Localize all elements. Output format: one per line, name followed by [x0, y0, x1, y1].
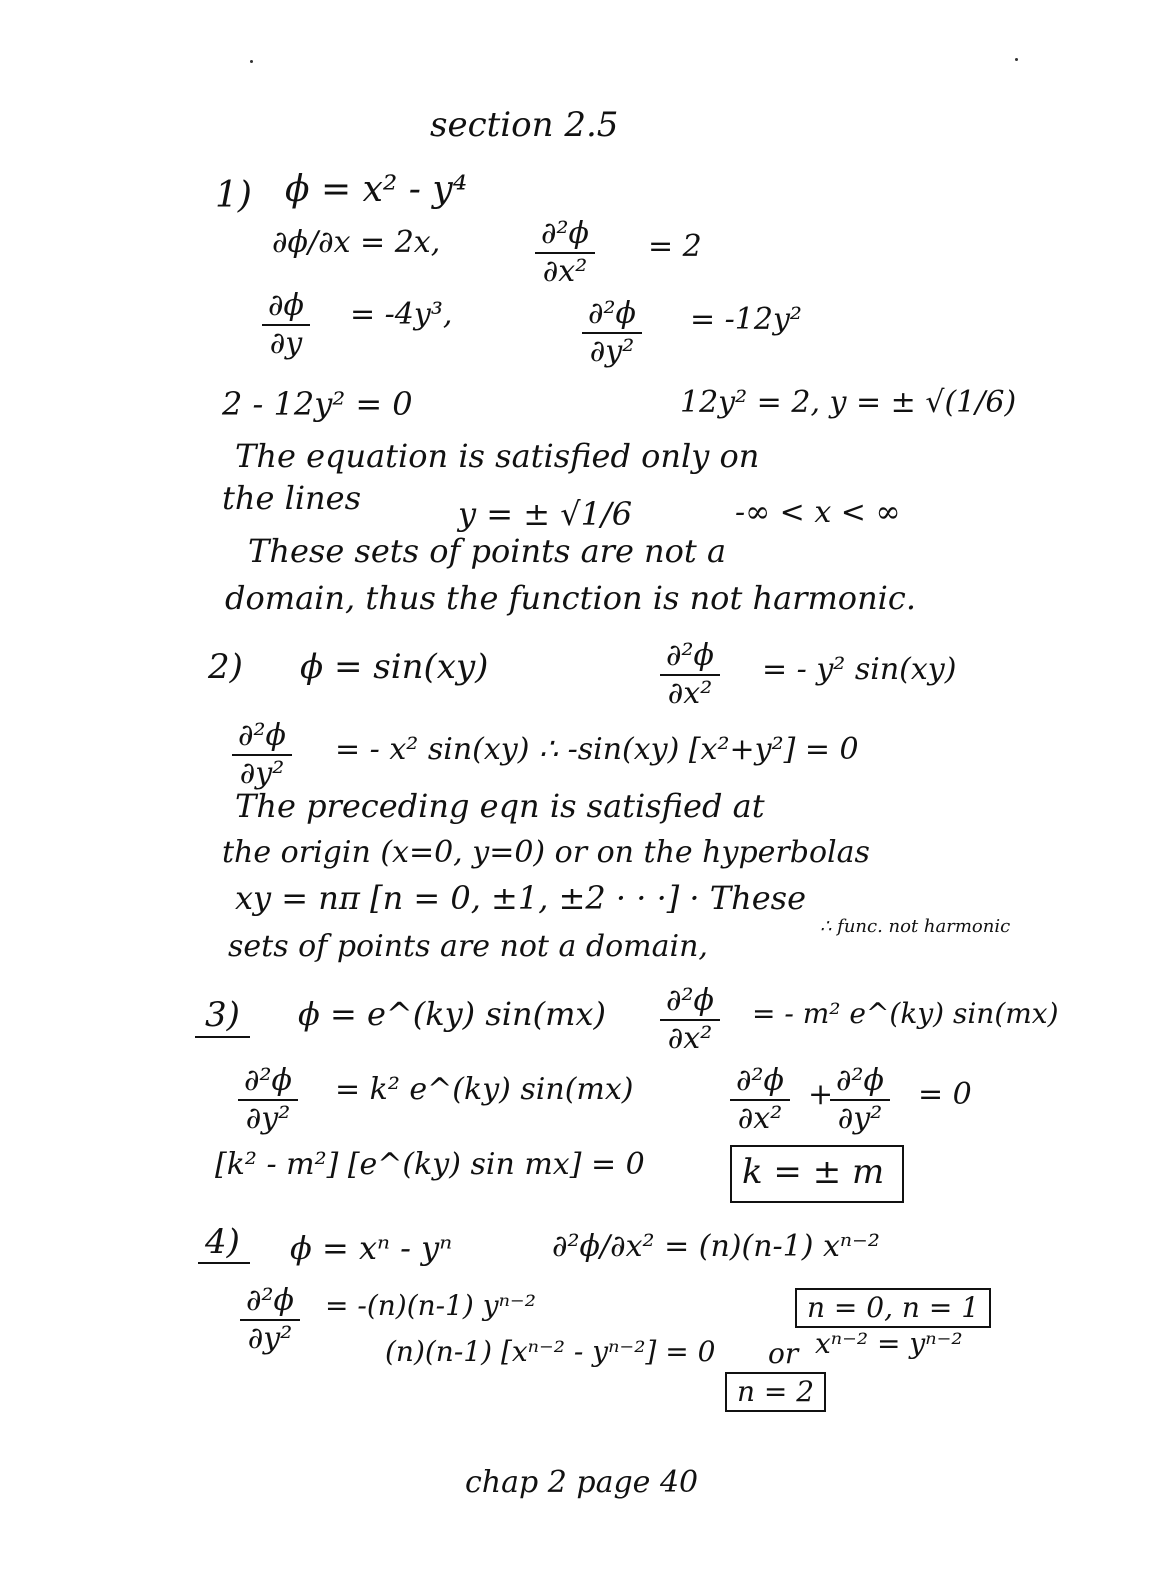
problem-1-x-range: -∞ < x < ∞: [735, 495, 901, 530]
fraction-denominator: ∂x²: [737, 1100, 783, 1136]
fraction-numerator: ∂²ϕ: [582, 298, 642, 334]
problem-4-second-x-derivative: ∂²ϕ/∂x² = (n)(n-1) xⁿ⁻²: [552, 1229, 880, 1264]
problem-4-answer-box-2: n = 2: [725, 1372, 826, 1412]
problem-3-second-x-derivative: [660, 985, 720, 1054]
fraction-denominator: ∂x²: [667, 1020, 713, 1056]
problem-2-number: 2): [208, 647, 243, 687]
problem-3-sum-value: = 0: [918, 1077, 972, 1112]
problem-3-factored-equation: [k² - m²] [e^(ky) sin mx] = 0: [215, 1147, 645, 1182]
problem-3-answer-box: k = ± m: [730, 1145, 904, 1203]
scan-speck: [250, 60, 253, 63]
problem-3-second-y-value: = k² e^(ky) sin(mx): [335, 1072, 634, 1107]
problem-1-second-x-derivative: [535, 218, 595, 287]
problem-4-function: ϕ = xⁿ - yⁿ: [290, 1229, 453, 1267]
problem-3-number: 3): [205, 995, 240, 1035]
fraction-denominator: ∂y: [269, 325, 303, 361]
problem-2-text-line-2: the origin (x=0, y=0) or on the hyperbolas: [222, 835, 870, 870]
fraction-numerator: ∂²ϕ: [730, 1065, 790, 1101]
fraction-denominator: ∂y²: [589, 333, 635, 369]
problem-1-second-y-value: = -12y²: [690, 302, 802, 337]
problem-1-text-line-1: The equation is satisfied only on: [235, 437, 760, 475]
problem-4-combined-equation: (n)(n-1) [xⁿ⁻² - yⁿ⁻²] = 0: [385, 1335, 716, 1368]
fraction-numerator: ∂²ϕ: [535, 218, 595, 254]
problem-1-number: 1): [215, 175, 252, 216]
fraction-numerator: ∂²ϕ: [830, 1065, 890, 1101]
fraction-denominator: ∂y²: [247, 1320, 293, 1356]
problem-1-second-x-value: = 2: [648, 229, 702, 264]
problem-1-first-x-derivative: ∂ϕ/∂x = 2x,: [272, 225, 441, 260]
fraction-numerator: ∂²ϕ: [232, 720, 292, 756]
problem-1-laplace-equation: 2 - 12y² = 0: [222, 385, 413, 423]
problem-3-second-y-derivative: [238, 1065, 298, 1134]
problem-2-text-line-3: xy = nπ [n = 0, ±1, ±2 · · ·] · These: [235, 879, 807, 917]
problem-1-solution: 12y² = 2, y = ± √(1/6): [680, 385, 1017, 420]
problem-2-second-y-derivative: [232, 720, 292, 789]
page-footer: chap 2 page 40: [465, 1465, 699, 1500]
problem-2-conclusion-note: ∴ func. not harmonic: [820, 916, 1011, 937]
problem-1-text-line-4: domain, thus the function is not harmonic.: [225, 579, 916, 617]
fraction-numerator: ∂²ϕ: [660, 985, 720, 1021]
fraction-numerator: ∂²ϕ: [238, 1065, 298, 1101]
problem-4-number: 4): [205, 1222, 240, 1262]
problem-2-text-line-1: The preceding eqn is satisfied at: [235, 787, 765, 825]
fraction-denominator: ∂x²: [667, 675, 713, 711]
problem-2-second-y-value: = - x² sin(xy) ∴ -sin(xy) [x²+y²] = 0: [335, 732, 859, 767]
problem-4-or: or: [768, 1337, 799, 1370]
problem-1-text-line-2: the lines: [222, 479, 362, 517]
problem-1-text-line-3: These sets of points are not a: [248, 532, 727, 570]
problem-4-second-y-derivative: [240, 1285, 300, 1354]
problem-4-alternative-equation: xⁿ⁻² = yⁿ⁻²: [815, 1327, 963, 1360]
problem-1-second-y-derivative: [582, 298, 642, 367]
problem-2-text-line-4: sets of points are not a domain,: [228, 929, 708, 964]
fraction-numerator: ∂²ϕ: [660, 640, 720, 676]
page-title: section 2.5: [430, 105, 619, 145]
scan-speck: [1015, 58, 1018, 61]
problem-2-second-x-derivative: [660, 640, 720, 709]
fraction-numerator: ∂ϕ: [262, 290, 310, 326]
problem-3-number-underline: [195, 1036, 250, 1038]
problem-1-first-y-derivative: [262, 290, 310, 359]
problem-2-function: ϕ = sin(xy): [300, 647, 489, 687]
fraction-denominator: ∂y²: [239, 755, 285, 791]
fraction-denominator: ∂y²: [837, 1100, 883, 1136]
problem-4-number-underline: [198, 1262, 250, 1264]
problem-3-sum-plus: +: [808, 1077, 834, 1112]
fraction-denominator: ∂x²: [542, 253, 588, 289]
fraction-denominator: ∂y²: [245, 1100, 291, 1136]
problem-3-sum-term-y: [830, 1065, 890, 1134]
problem-3-function: ϕ = e^(ky) sin(mx): [298, 995, 606, 1033]
problem-2-second-x-value: = - y² sin(xy): [762, 652, 957, 687]
problem-4-second-y-value: = -(n)(n-1) yⁿ⁻²: [325, 1289, 536, 1322]
fraction-numerator: ∂²ϕ: [240, 1285, 300, 1321]
problem-3-sum-term-x: [730, 1065, 790, 1134]
problem-4-answer-box-1: n = 0, n = 1: [795, 1288, 991, 1328]
problem-1-first-y-value: = -4y³,: [350, 297, 453, 332]
problem-3-second-x-value: = - m² e^(ky) sin(mx): [752, 997, 1059, 1030]
problem-1-function: ϕ = x² - y⁴: [285, 169, 468, 210]
problem-1-lines-equation: y = ± √1/6: [458, 495, 633, 533]
